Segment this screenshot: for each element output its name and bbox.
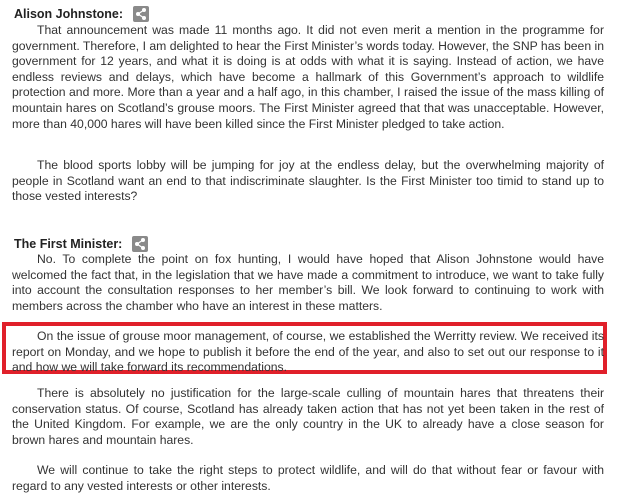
paragraph-johnstone-2: The blood sports lobby will be jumping for joy at the endless delay, but the overwhelming majority of people in Scotland want an end to that indiscriminate slaughter. Is the First Minister too timid to stand up to those vested interests? — [12, 158, 604, 204]
paragraph-johnstone-1: That announcement was made 11 months ago. It did not even merit a mention in the programme for government. Therefore, I am delighted to hear the First Minister’s words today. However, the SNP has been in government for 12 years, and what it is doing is at odds with what it is saying. Instead of action, we have endless reviews and delays, which have become a hallmark of this Government’s approach to wildlife protection and more. More than a year and a half ago, in this chamber, I raised the issue of the mass killing of mountain hares on Scotland’s grouse moors. The First Minister agreed that that was unacceptable. However, more than 40,000 hares will have been killed since the First Minister pledged to take action. — [12, 23, 604, 131]
speaker-name: Alison Johnstone: — [14, 7, 124, 21]
speaker-first-minister — [14, 236, 148, 252]
paragraph-first-minister-1: No. To complete the point on fox hunting, I would have hoped that Alison Johnstone would have welcomed the fact that, in the legislation that we have made a commitment to introduce, we want to take fully into account the consultation responses to her member’s bill. We look forward to continuing to work with members across the chamber who have an interest in these matters. — [12, 252, 604, 313]
speaker-alison-johnstone — [14, 6, 149, 22]
share-icon[interactable] — [132, 236, 148, 252]
share-icon[interactable] — [133, 6, 149, 22]
paragraph-first-minister-4: We will continue to take the right steps to protect wildlife, and will do that without fear or favour with regard to any vested interests or other interests. — [12, 463, 604, 493]
speaker-name: The First Minister: — [14, 237, 123, 251]
paragraph-first-minister-3: There is absolutely no justification for the large-scale culling of mountain hares that threatens their conservation status. Of course, Scotland has already taken action that has not yet been taken in the rest of the United Kingdom. For example, we are the only country in the UK to already have a close season for brown hares and mountain hares. — [12, 386, 604, 447]
paragraph-first-minister-2-highlighted: On the issue of grouse moor management, of course, we established the Werritty review. We received its report on Monday, and we hope to publish it before the end of the year, and also to set out our response to it and how we will take forward its recommendations. — [12, 329, 604, 375]
